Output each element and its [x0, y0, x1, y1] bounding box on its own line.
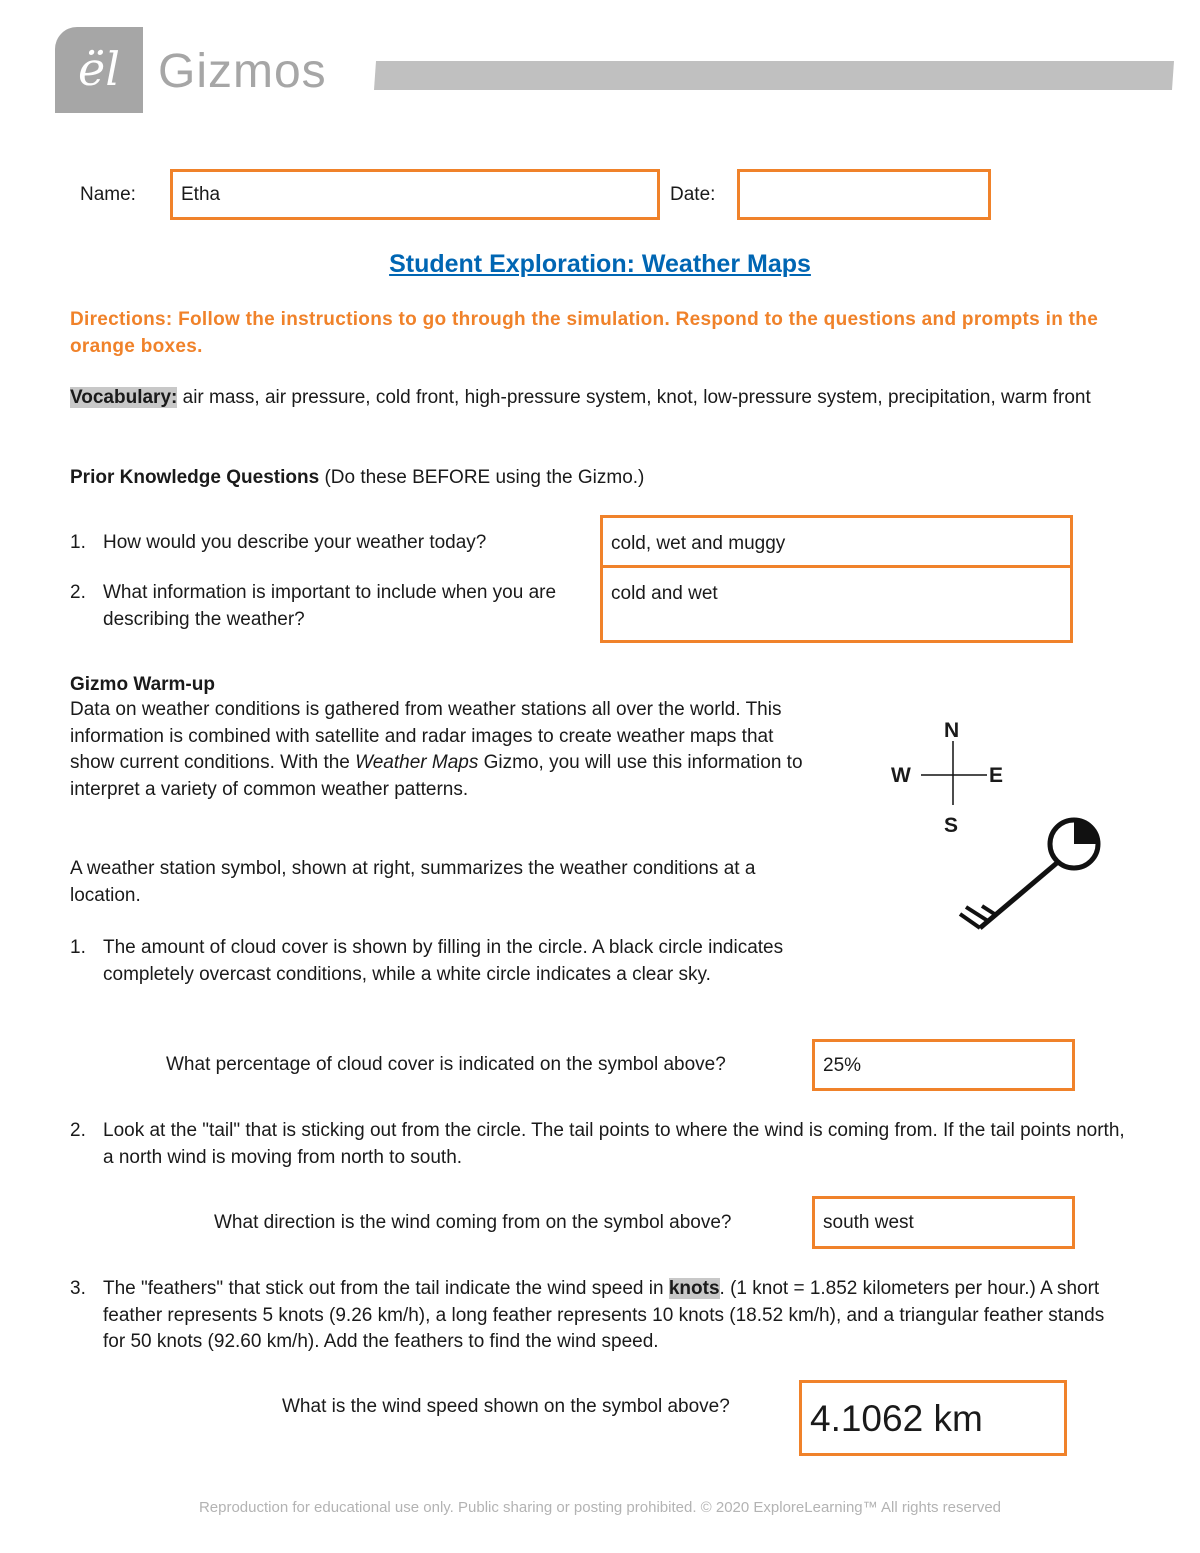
brand-name: Gizmos: [158, 45, 327, 98]
answer-value: 4.1062 km: [810, 1398, 983, 1439]
question-text: The amount of cloud cover is shown by filling in the circle. A black circle indicates completely overcast conditions, while a white circle indicates a clear sky.: [103, 937, 784, 985]
compass-south-label: S: [944, 814, 959, 837]
page-title: [0, 249, 1200, 279]
question-number: 1.: [70, 937, 86, 958]
copyright-footer: Reproduction for educational use only. Public sharing or posting prohibited. © 2020 ExploreLearning™ All rights reserved: [198, 1499, 1002, 1516]
name-field[interactable]: [170, 169, 660, 220]
answer-value: 25%: [823, 1055, 862, 1076]
wind-direction-answer-field[interactable]: [812, 1196, 1075, 1249]
warmup-question-3: [70, 1276, 1130, 1356]
weather-station-symbol-icon: [950, 810, 1120, 945]
question-text: What information is important to include when you are describing the weather?: [103, 582, 557, 630]
knots-term: knots: [668, 1278, 720, 1299]
name-label: Name:: [80, 184, 136, 205]
warmup-prompt-3: What is the wind speed shown on the symbol above?: [282, 1396, 730, 1417]
compass-east-label: E: [989, 764, 1004, 787]
gizmo-name: Weather Maps: [355, 752, 479, 773]
warmup-question-1: [70, 935, 860, 988]
warmup-heading: Gizmo Warm-up: [70, 674, 215, 695]
compass-north-label: N: [944, 719, 960, 742]
warmup-prompt-2: What direction is the wind coming from on the symbol above?: [214, 1212, 732, 1233]
prior-answer-1-field[interactable]: [600, 515, 1073, 568]
prior-question-1: [70, 530, 590, 557]
warmup-question-2: [70, 1118, 1130, 1171]
question-number: 2.: [70, 1120, 86, 1141]
logo-badge: [55, 27, 143, 113]
prior-knowledge-note: (Do these BEFORE using the Gizmo.): [324, 467, 645, 488]
answer-value: south west: [823, 1212, 914, 1233]
cloud-cover-answer-field[interactable]: [812, 1039, 1075, 1091]
prior-knowledge-heading: [70, 465, 644, 492]
question-number: 1.: [70, 532, 86, 553]
question-number: 2.: [70, 582, 86, 603]
answer-value: cold and wet: [611, 583, 718, 604]
answer-value: cold, wet and muggy: [611, 533, 786, 554]
question-number: 3.: [70, 1278, 86, 1299]
prior-answer-2-field[interactable]: [600, 565, 1073, 643]
prior-question-2: [70, 580, 595, 633]
vocabulary: [70, 385, 1140, 412]
question-text: Look at the "tail" that is sticking out from the circle. The tail points to where the wind is coming from. If the tail points north, a north wind is moving from north to south.: [103, 1120, 1125, 1168]
page-title-text: Student Exploration: Weather Maps: [389, 250, 811, 278]
question-text: How would you describe your weather today?: [103, 532, 487, 553]
date-label: Date:: [670, 184, 716, 205]
question-text: The "feathers" that stick out from the tail indicate the wind speed in: [103, 1278, 669, 1299]
wind-speed-answer-field[interactable]: [799, 1380, 1067, 1456]
question-text: . (1 knot = 1.852 kilometers per hour.) A short feather represents 5 knots (9.26 km/h), a long feather represents 10 knots (18.52 km/h), and a triangular feather stands for 50 knots (92.60 km/h). Add the feathers to find the wind speed.: [103, 1278, 1105, 1352]
compass-west-label: W: [891, 764, 911, 787]
vocabulary-terms: air mass, air pressure, cold front, high-pressure system, knot, low-pressure system, precipitation, warm front: [182, 387, 1091, 408]
directions: Directions: Follow the instructions to go through the simulation. Respond to the questions and prompts in the orange boxes.: [70, 309, 1099, 357]
prior-knowledge-title: Prior Knowledge Questions: [70, 467, 320, 488]
warmup-text: Data on weather conditions is gathered from weather stations all over the world. This information is combined with satellite and radar images to create weather maps that show current conditions. With the: [70, 699, 782, 773]
el-logo-icon: ël: [78, 42, 120, 96]
warmup-text: Gizmo, you will use this information to interpret a variety of common weather patterns.: [70, 752, 803, 800]
warmup-paragraph-1: [70, 697, 810, 803]
header-bar: [374, 61, 1174, 90]
warmup-paragraph-2: A weather station symbol, shown at right, summarizes the weather conditions at a location.: [70, 858, 756, 906]
name-value: Etha: [181, 184, 221, 205]
vocabulary-label: Vocabulary:: [70, 387, 178, 408]
warmup-prompt-1: What percentage of cloud cover is indicated on the symbol above?: [166, 1054, 726, 1075]
date-field[interactable]: [737, 169, 991, 220]
